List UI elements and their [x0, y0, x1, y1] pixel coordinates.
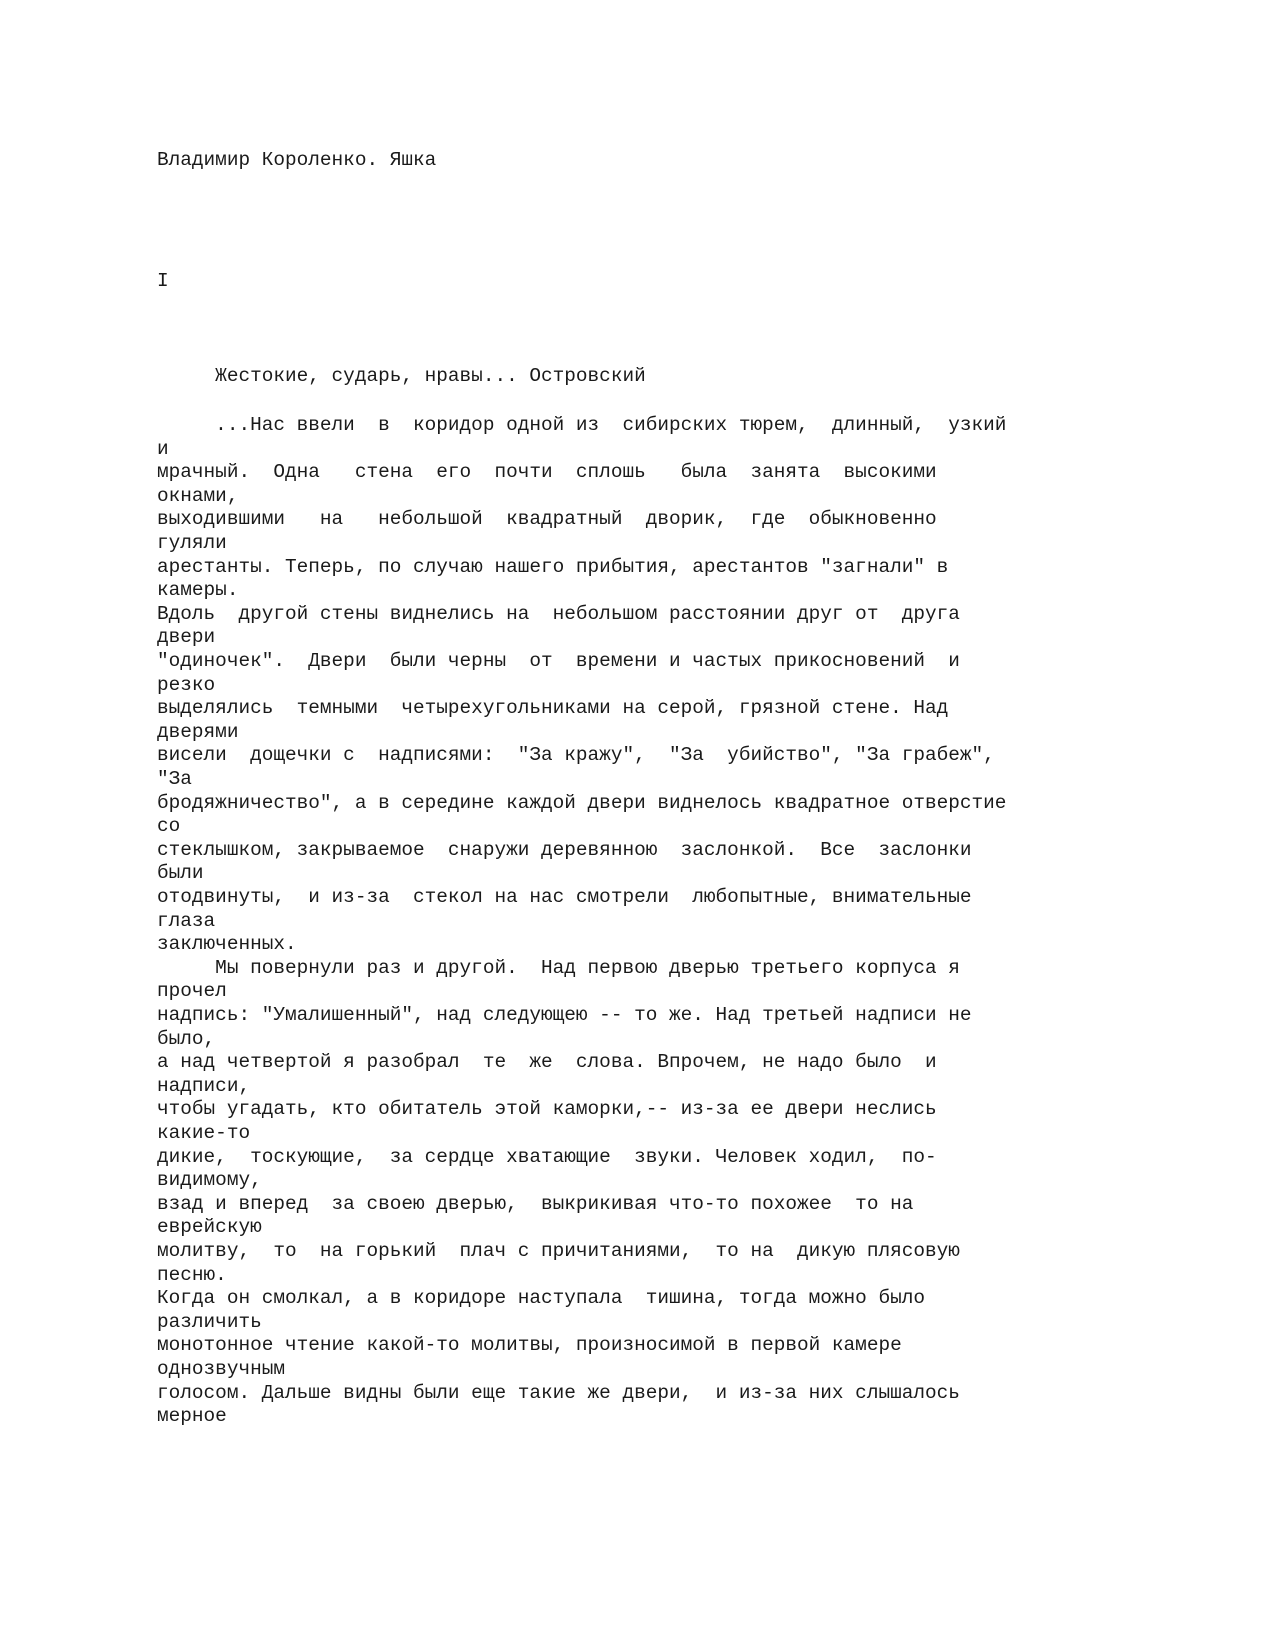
text-line: а над четвертой я разобрал те же слова. Впрочем, не надо было и — [157, 1051, 937, 1074]
text-line: молитву, то на горький плач с причитаниями, то на дикую плясовую — [157, 1240, 960, 1262]
text-line: прочел — [157, 980, 227, 1003]
text-line: мрачный. Одна стена его почти сплошь была занята высокими — [157, 461, 937, 484]
text-line: "За — [157, 768, 192, 790]
document-title: Владимир Короленко. Яшка — [157, 149, 437, 171]
text-line: Мы повернули раз и другой. Над первою дверью третьего корпуса я — [157, 956, 960, 979]
text-line: резко — [157, 673, 216, 696]
text-line: надписи, — [157, 1074, 251, 1097]
text-line: отодвинуты, и из-за стекол на нас смотрели любопытные, внимательные — [157, 886, 972, 908]
text-line: однозвучным — [157, 1358, 285, 1380]
text-line: гуляли — [157, 532, 227, 554]
text-line: чтобы угадать, кто обитатель этой каморки,-- из-за ее двери неслись — [157, 1098, 937, 1121]
text-line: голосом. Дальше видны были еще такие же двери, и из-за них слышалось — [157, 1381, 960, 1404]
text-line: песню. — [157, 1263, 227, 1286]
text-line: было, — [157, 1027, 216, 1050]
text-line: выделялись темными четырехугольниками на серой, грязной стене. Над — [157, 697, 949, 720]
text-line: камеры. — [157, 579, 239, 602]
text-line: видимому, — [157, 1169, 262, 1192]
text-line: заключенных. — [157, 933, 297, 956]
text-line: монотонное чтение какой-то молитвы, произносимой в первой камере — [157, 1334, 902, 1357]
text-line: дикие, тоскующие, за сердце хватающие звуки. Человек ходил, по- — [157, 1145, 937, 1168]
text-line: выходившими на небольшой квадратный дворик, где обыкновенно — [157, 508, 937, 531]
text-line: арестанты. Теперь, по случаю нашего прибытия, арестантов "загнали" в — [157, 555, 949, 578]
chapter-number: I — [157, 270, 169, 292]
text-line: различить — [157, 1310, 262, 1333]
text-line: висели дощечки с надписями: "За кражу", "За убийство", "За грабеж", — [157, 744, 995, 767]
text-line: были — [157, 862, 204, 885]
epigraph: Жестокие, сударь, нравы... Островский — [157, 365, 646, 387]
text-line: еврейскую — [157, 1216, 262, 1239]
text-line: ...Нас ввели в коридор одной из сибирских тюрем, длинный, узкий — [157, 414, 1007, 436]
text-line: бродяжничество", а в середине каждой двери виднелось квадратное отверстие — [157, 791, 1007, 814]
text-line: окнами, — [157, 484, 239, 507]
text-line: надпись: "Умалишенный", над следующею -- то же. Над третьей надписи не — [157, 1004, 972, 1026]
text-line: со — [157, 815, 181, 838]
text-line: двери — [157, 626, 216, 649]
text-line: Вдоль другой стены виднелись на небольшом расстоянии друг от друга — [157, 602, 960, 625]
text-line: "одиночек". Двери были черны от времени и частых прикосновений и — [157, 650, 960, 672]
text-line: глаза — [157, 909, 216, 932]
text-line: какие-то — [157, 1122, 251, 1144]
text-line: Когда он смолкал, а в коридоре наступала тишина, тогда можно было — [157, 1287, 925, 1310]
text-line: и — [157, 437, 169, 460]
text-line: стеклышком, закрываемое снаружи деревянною заслонкой. Все заслонки — [157, 838, 972, 861]
text-line: взад и вперед за своею дверью, выкрикивая что-то похожее то на — [157, 1192, 914, 1215]
text-line: мерное — [157, 1405, 227, 1428]
text-line: дверями — [157, 720, 239, 743]
